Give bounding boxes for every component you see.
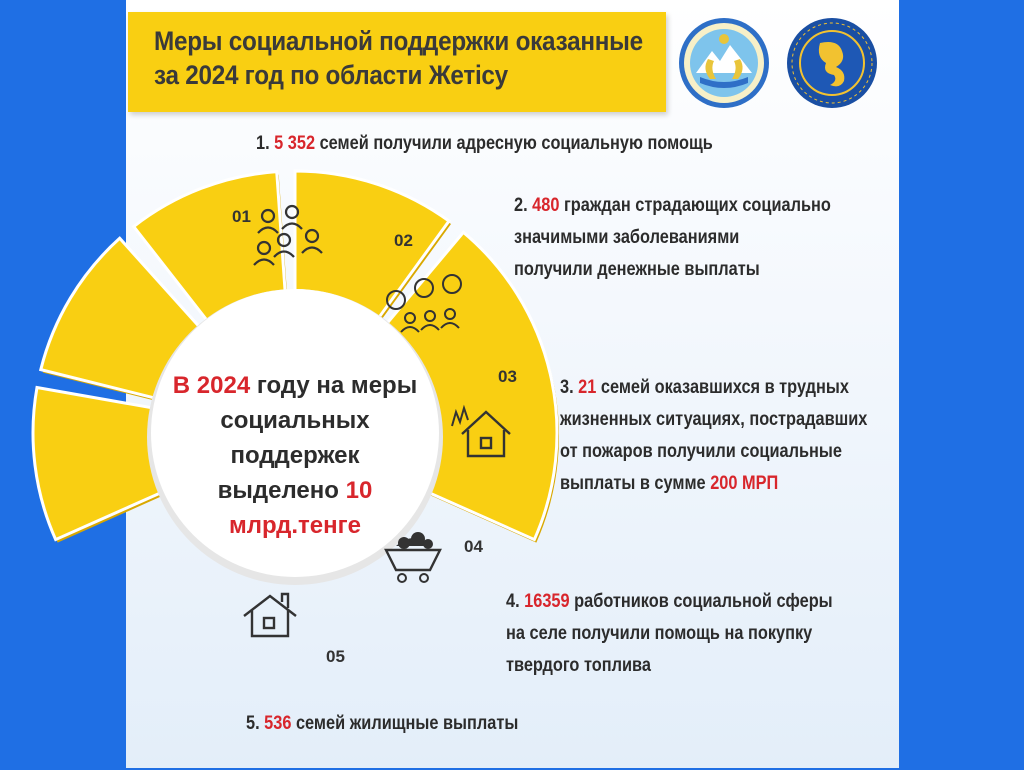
item-5 [246, 708, 518, 740]
center-line3: выделено [217, 477, 346, 504]
item-4-line-1: работников социальной сферы [569, 591, 833, 612]
item-3-line-4: выплаты в сумме [560, 473, 711, 494]
item-2-number: 480 [532, 195, 560, 216]
item-4-prefix: 4. [506, 591, 525, 612]
title-line-1: Меры социальной поддержки оказанные [154, 26, 643, 56]
segment-label-4: 04 [464, 537, 483, 556]
item-5-text: семей жилищные выплаты [291, 713, 519, 734]
item-1-text: семей получили адресную социальную помощь [315, 133, 713, 154]
segment-label-5: 05 [326, 647, 345, 666]
item-5-prefix: 5. [246, 713, 265, 734]
title-line-2: за 2024 год по области Жетісу [154, 60, 508, 90]
item-1-prefix: 1. [256, 133, 275, 154]
service-emblem-logo [786, 17, 878, 109]
item-1-number: 5 352 [274, 133, 316, 154]
item-3-line-1: семей оказавшихся в трудных [596, 377, 849, 398]
item-3-line-2: жизненных ситуациях, пострадавших [560, 409, 868, 430]
item-4 [506, 586, 833, 682]
center-line1: году на меры [250, 372, 418, 399]
item-2-prefix: 2. [514, 195, 533, 216]
center-summary [160, 368, 430, 543]
item-1 [256, 128, 713, 160]
segment-label-3: 03 [498, 367, 517, 386]
item-2-line-3: получили денежные выплаты [514, 259, 760, 280]
item-3-line-3: от пожаров получили социальные [560, 441, 842, 462]
item-2-line-1: граждан страдающих социально [559, 195, 831, 216]
item-5-number: 536 [264, 713, 292, 734]
item-3-amount: 200 МРП [710, 473, 779, 494]
segment-label-1: 01 [232, 207, 251, 226]
item-3-prefix: 3. [560, 377, 579, 398]
item-3-number: 21 [578, 377, 597, 398]
item-2-line-2: значимыми заболеваниями [514, 227, 740, 248]
center-line2: социальных поддержек [220, 407, 370, 469]
center-year: В 2024 [172, 372, 251, 399]
house-icon [244, 594, 296, 636]
segment-label-2: 02 [394, 231, 413, 250]
center-unit: млрд.тенге [229, 512, 361, 539]
center-amount: 10 [345, 477, 373, 504]
item-4-line-3: твердого топлива [506, 655, 651, 676]
item-4-line-2: на селе получили помощь на покупку [506, 623, 813, 644]
item-2 [514, 190, 831, 286]
item-4-number: 16359 [524, 591, 570, 612]
region-emblem-logo [678, 17, 770, 109]
item-3 [560, 372, 867, 500]
